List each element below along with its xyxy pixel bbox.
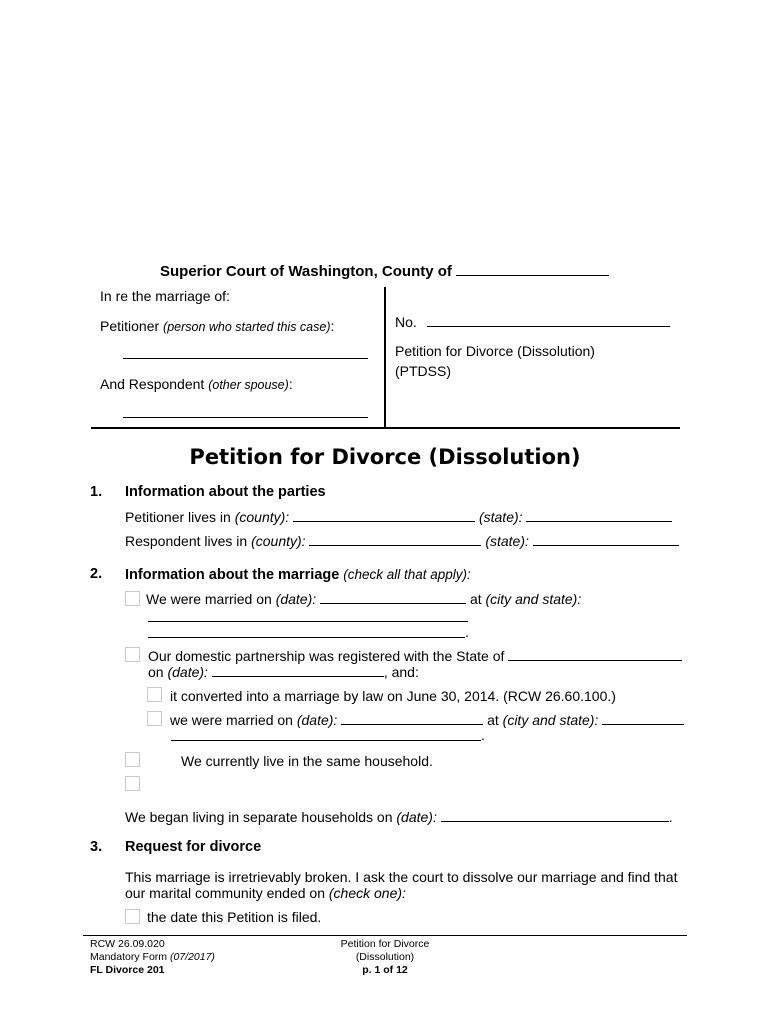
- court-heading: [160, 263, 609, 280]
- footer-doc-subtitle: (Dissolution): [355, 951, 415, 963]
- footer-left: [90, 938, 215, 977]
- separation-date-blank[interactable]: [441, 809, 669, 822]
- footer-rule: [83, 935, 687, 936]
- separate-households-row: We began living in separate households on (date): .: [125, 809, 673, 825]
- date-filed-checkbox[interactable]: [125, 909, 140, 924]
- we-married-place-line[interactable]: [171, 740, 481, 741]
- married-on-row: We were married on (date): at (city and state):: [146, 591, 582, 607]
- petitioner-state-blank[interactable]: [526, 509, 672, 522]
- we-married-place-blank[interactable]: [602, 712, 684, 725]
- marriage-date-blank[interactable]: [320, 591, 466, 604]
- footer-doc-title: Petition for Divorce: [340, 938, 430, 950]
- converted-checkbox[interactable]: [147, 687, 162, 702]
- request-para-line-2: our marital community ended on (check one):: [125, 885, 406, 901]
- caption-doc-code: (PTDSS): [395, 363, 451, 379]
- petitioner-residence: Petitioner lives in (county): (state):: [125, 509, 672, 525]
- marriage-place-line-1[interactable]: [148, 621, 468, 622]
- section-2-number: 2.: [90, 566, 103, 582]
- domestic-partnership-row: Our domestic partnership was registered with the State of: [148, 648, 682, 664]
- case-number: No.: [395, 314, 670, 330]
- section-1-heading: Information about the parties: [125, 484, 326, 500]
- page-title: Petition for Divorce (Dissolution): [189, 445, 581, 469]
- section-3-heading: Request for divorce: [125, 839, 262, 855]
- respondent-name-line[interactable]: [123, 417, 368, 418]
- caption-doc-title: Petition for Divorce (Dissolution): [395, 343, 595, 359]
- domestic-partnership-checkbox[interactable]: [125, 647, 140, 662]
- we-married-period: .: [481, 727, 485, 743]
- dp-date-blank[interactable]: [212, 664, 384, 677]
- court-name: Superior Court of Washington, County of: [160, 263, 452, 280]
- request-para-line-1: This marriage is irretrievably broken. I ask the court to dissolve our marriage and find that: [125, 869, 678, 885]
- footer-rcw: RCW 26.09.020: [90, 938, 165, 950]
- section-2-heading: Information about the marriage (check all that apply):: [125, 567, 471, 583]
- section-1-number: 1.: [90, 484, 103, 500]
- case-number-blank[interactable]: [427, 314, 670, 327]
- dp-state-blank[interactable]: [508, 648, 682, 661]
- respondent-residence: Respondent lives in (county): (state):: [125, 533, 679, 549]
- converted-text: it converted into a marriage by law on June 30, 2014. (RCW 26.60.100.): [170, 688, 616, 704]
- caption-divider: [384, 287, 386, 429]
- respondent-label: And Respondent (other spouse):: [100, 376, 293, 392]
- in-re-label: In re the marriage of:: [100, 288, 230, 304]
- county-blank[interactable]: [456, 263, 609, 276]
- we-married-date-blank[interactable]: [341, 712, 483, 725]
- respondent-state-blank[interactable]: [533, 533, 679, 546]
- section-3-number: 3.: [90, 839, 103, 855]
- we-married-checkbox[interactable]: [147, 711, 162, 726]
- footer-page-number: p. 1 of 12: [362, 964, 408, 976]
- separate-households-checkbox[interactable]: [125, 776, 140, 791]
- same-household-text: We currently live in the same household.: [181, 753, 433, 769]
- marriage-place-period: .: [465, 624, 469, 640]
- footer-center: [300, 938, 470, 977]
- footer-mandatory: Mandatory Form (07/2017): [90, 951, 215, 963]
- respondent-county-blank[interactable]: [309, 533, 481, 546]
- petitioner-county-blank[interactable]: [293, 509, 475, 522]
- we-married-row: we were married on (date): at (city and state):: [170, 712, 684, 728]
- dp-date-row: on (date): , and:: [148, 664, 419, 680]
- footer-form-id: FL Divorce 201: [90, 964, 165, 976]
- petitioner-label: Petitioner (person who started this case):: [100, 318, 335, 334]
- married-checkbox[interactable]: [125, 591, 140, 606]
- petitioner-name-line[interactable]: [123, 358, 368, 359]
- marriage-place-line-2[interactable]: [148, 637, 465, 638]
- date-filed-text: the date this Petition is filed.: [147, 909, 322, 925]
- caption-bottom-rule: [91, 427, 680, 429]
- same-household-checkbox[interactable]: [125, 752, 140, 767]
